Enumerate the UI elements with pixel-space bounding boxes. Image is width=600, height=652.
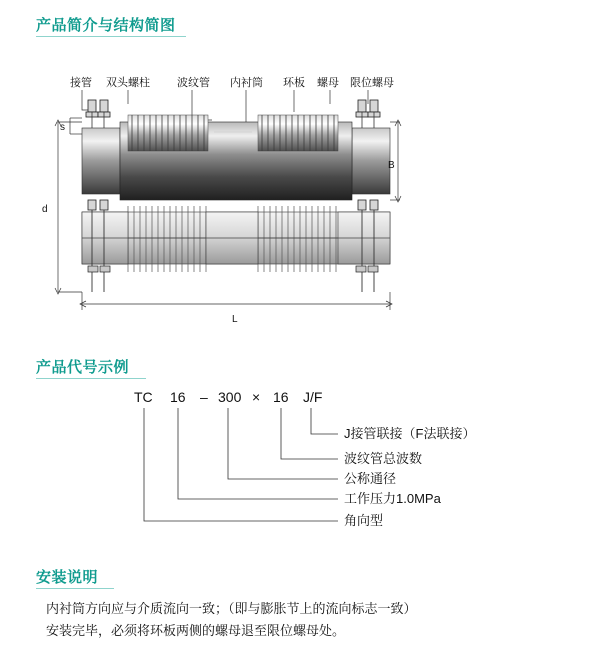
- install-note-line-2: 安装完毕，必须将环板两侧的螺母退至限位螺母处。: [46, 623, 346, 638]
- install-note-line-1: 内衬筒方向应与介质流向一致；（即与膨胀节上的流向标志一致）: [46, 601, 417, 616]
- code-legend-0: J接管联接（F法联接）: [344, 426, 476, 441]
- code-legend-4: 角向型: [344, 513, 384, 528]
- dim-label-B: B: [388, 160, 395, 171]
- diagram-top-assembly: [82, 100, 390, 200]
- callout-label-2: 波纹管: [177, 77, 210, 89]
- section-title-install: 安装说明: [36, 569, 99, 586]
- code-token-5: 16: [273, 389, 289, 405]
- code-token-3: 300: [218, 389, 242, 405]
- code-token-6: J/F: [303, 389, 323, 405]
- dim-label-d: d: [42, 204, 48, 215]
- code-legend-1: 波纹管总波数: [344, 451, 423, 466]
- section-title-intro: 产品简介与结构简图: [36, 17, 176, 34]
- callout-label-3: 内衬筒: [230, 77, 263, 89]
- code-token-1: 16: [170, 389, 186, 405]
- code-token-2: –: [200, 389, 208, 405]
- dim-label-s: s: [60, 122, 65, 133]
- install-notes: [46, 598, 566, 642]
- code-leader-lines: [144, 408, 338, 521]
- structure-diagram: [0, 60, 600, 350]
- code-tokens: [134, 389, 322, 405]
- code-token-4: ×: [252, 389, 261, 405]
- callout-label-5: 螺母: [317, 77, 339, 89]
- callout-label-1: 双头螺柱: [106, 77, 150, 89]
- diagram-callout-labels: [70, 75, 394, 89]
- section-underline-intro: [36, 36, 186, 37]
- section-underline-install: [36, 588, 114, 589]
- dim-label-L: L: [232, 314, 238, 325]
- product-code-diagram: [0, 380, 600, 550]
- code-legend-2: 公称通径: [344, 471, 397, 486]
- callout-label-0: 接管: [70, 77, 92, 89]
- code-legend-labels: [344, 426, 475, 528]
- callout-label-4: 环板: [283, 77, 305, 89]
- diagram-bottom-assembly: [82, 200, 390, 292]
- code-token-0: TC: [134, 389, 153, 405]
- section-underline-code: [36, 378, 146, 379]
- code-legend-3: 工作压力1.0MPa: [344, 491, 441, 506]
- section-title-code: 产品代号示例: [36, 359, 130, 376]
- callout-label-6: 限位螺母: [350, 77, 394, 89]
